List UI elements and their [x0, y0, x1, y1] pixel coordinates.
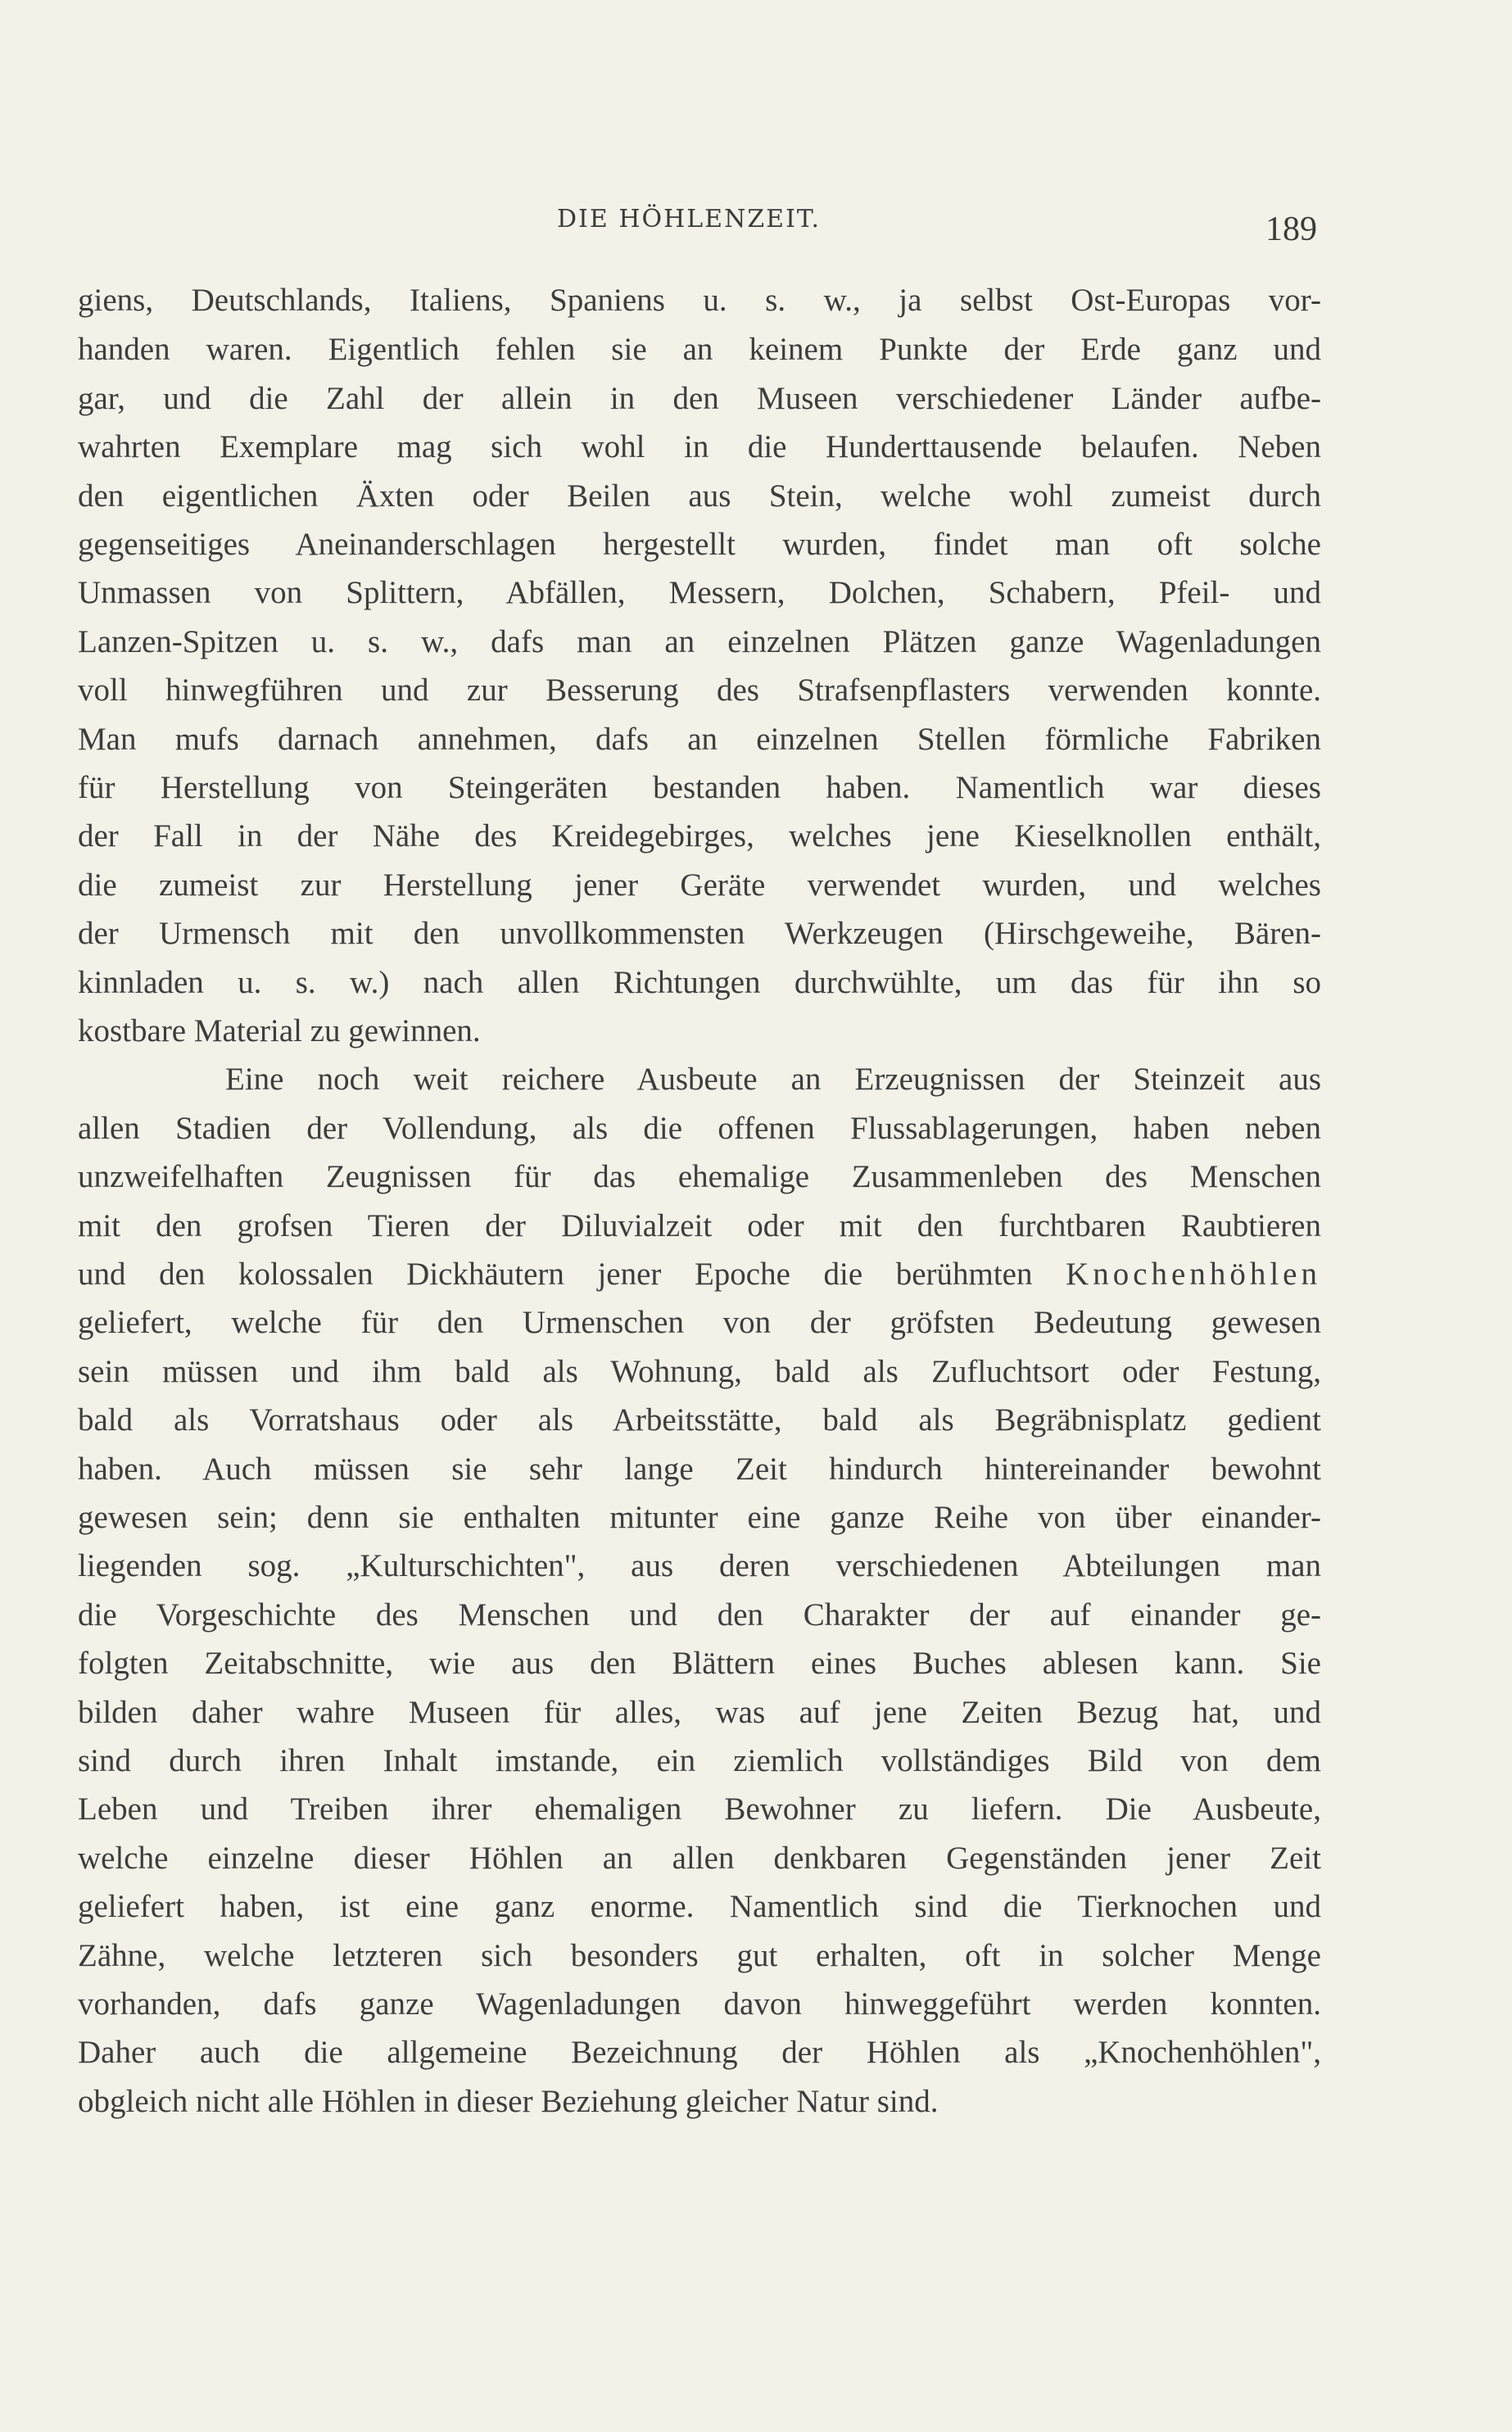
text-line: vorhanden, dafs ganze Wagenladungen davon hinweggeführt werden konnten.: [78, 1986, 1321, 2022]
text-line: Leben und Treiben ihrer ehemaligen Bewohner zu liefern. Die Ausbeute,: [78, 1791, 1321, 1827]
text-line: Man mufs darnach annehmen, dafs an einzelnen Stellen förmliche Fabriken: [78, 722, 1321, 757]
text-line: gar, und die Zahl der allein in den Museen verschiedener Länder aufbe-: [78, 381, 1321, 416]
text-line: bilden daher wahre Museen für alles, was auf jene Zeiten Bezug hat, und: [78, 1695, 1321, 1730]
text-line: die zumeist zur Herstellung jener Geräte verwendet wurden, und welches: [78, 867, 1321, 903]
text-line: sind durch ihren Inhalt imstande, ein ziemlich vollständiges Bild von dem: [78, 1743, 1321, 1778]
text-line: Zähne, welche letzteren sich besonders gut erhalten, oft in solcher Menge: [78, 1938, 1321, 1973]
text-line: gegenseitiges Aneinanderschlagen hergestellt wurden, findet man oft solche: [78, 527, 1321, 562]
text-line: geliefert haben, ist eine ganz enorme. Namentlich sind die Tierknochen und: [78, 1889, 1321, 1924]
running-title: DIE HÖHLENZEIT.: [557, 205, 822, 233]
paragraph-start-line: Eine noch weit reichere Ausbeute an Erzeugnissen der Steinzeit aus: [225, 1062, 1321, 1097]
text-line: gewesen sein; denn sie enthalten mitunter eine ganze Reihe von über einander-: [78, 1500, 1321, 1535]
text-line: für Herstellung von Steingeräten bestanden haben. Namentlich war dieses: [78, 770, 1321, 805]
page-number: 189: [1265, 211, 1317, 248]
text-line: Unmassen von Splittern, Abfällen, Messern, Dolchen, Schabern, Pfeil- und: [78, 575, 1321, 610]
text-line: liegenden sog. „Kulturschichten", aus deren verschiedenen Abteilungen man: [78, 1548, 1321, 1583]
text-line: die Vorgeschichte des Menschen und den Charakter der auf einander ge-: [78, 1597, 1321, 1633]
text-line: giens, Deutschlands, Italiens, Spaniens u. s. w., ja selbst Ost-Europas vor-: [78, 283, 1321, 318]
text-line: obgleich nicht alle Höhlen in dieser Beziehung gleicher Natur sind.: [78, 2084, 939, 2119]
text-line: folgten Zeitabschnitte, wie aus den Blättern eines Buches ablesen kann. Sie: [78, 1646, 1321, 1681]
text-line: welche einzelne dieser Höhlen an allen denkbaren Gegenständen jener Zeit: [78, 1841, 1321, 1876]
text-line-with-emphasis: [78, 1255, 1321, 1294]
text-line: unzweifelhaften Zeugnissen für das ehemalige Zusammenleben des Menschen: [78, 1159, 1321, 1194]
text-line: sein müssen und ihm bald als Wohnung, bald als Zufluchtsort oder Festung,: [78, 1354, 1321, 1389]
text-line: mit den grofsen Tieren der Diluvialzeit oder mit den furchtbaren Raubtieren: [78, 1208, 1321, 1243]
text-line: den eigentlichen Äxten oder Beilen aus Stein, welche wohl zumeist durch: [78, 478, 1321, 514]
text-line: kostbare Material zu gewinnen.: [78, 1013, 481, 1048]
text-line: der Urmensch mit den unvollkommensten Werkzeugen (Hirschgeweihe, Bären-: [78, 916, 1321, 951]
text-span: und den kolossalen Dickhäutern jener Epoche die berühmten: [78, 1257, 1033, 1292]
text-line: bald als Vorratshaus oder als Arbeitsstätte, bald als Begräbnisplatz gedient: [78, 1402, 1321, 1438]
text-line: voll hinwegführen und zur Besserung des Strafsenpflasters verwenden konnte.: [78, 673, 1321, 708]
text-line: haben. Auch müssen sie sehr lange Zeit hindurch hintereinander bewohnt: [78, 1452, 1321, 1487]
text-line: wahrten Exemplare mag sich wohl in die Hunderttausende belaufen. Neben: [78, 429, 1321, 464]
text-line: Lanzen-Spitzen u. s. w., dafs man an einzelnen Plätzen ganze Wagenladungen: [78, 624, 1321, 659]
text-line: geliefert, welche für den Urmenschen von der gröfsten Bedeutung gewesen: [78, 1305, 1321, 1340]
text-line: allen Stadien der Vollendung, als die offenen Flussablagerungen, haben neben: [78, 1111, 1321, 1146]
text-line: der Fall in der Nähe des Kreidegebirges, welches jene Kieselknollen enthält,: [78, 818, 1321, 854]
emphasized-term: Knochenhöhlen: [1066, 1257, 1321, 1292]
text-line: kinnladen u. s. w.) nach allen Richtungen durchwühlte, um das für ihn so: [78, 965, 1321, 1000]
text-line: Daher auch die allgemeine Bezeichnung der Höhlen als „Knochenhöhlen",: [78, 2035, 1321, 2070]
text-line: handen waren. Eigentlich fehlen sie an keinem Punkte der Erde ganz und: [78, 332, 1321, 367]
